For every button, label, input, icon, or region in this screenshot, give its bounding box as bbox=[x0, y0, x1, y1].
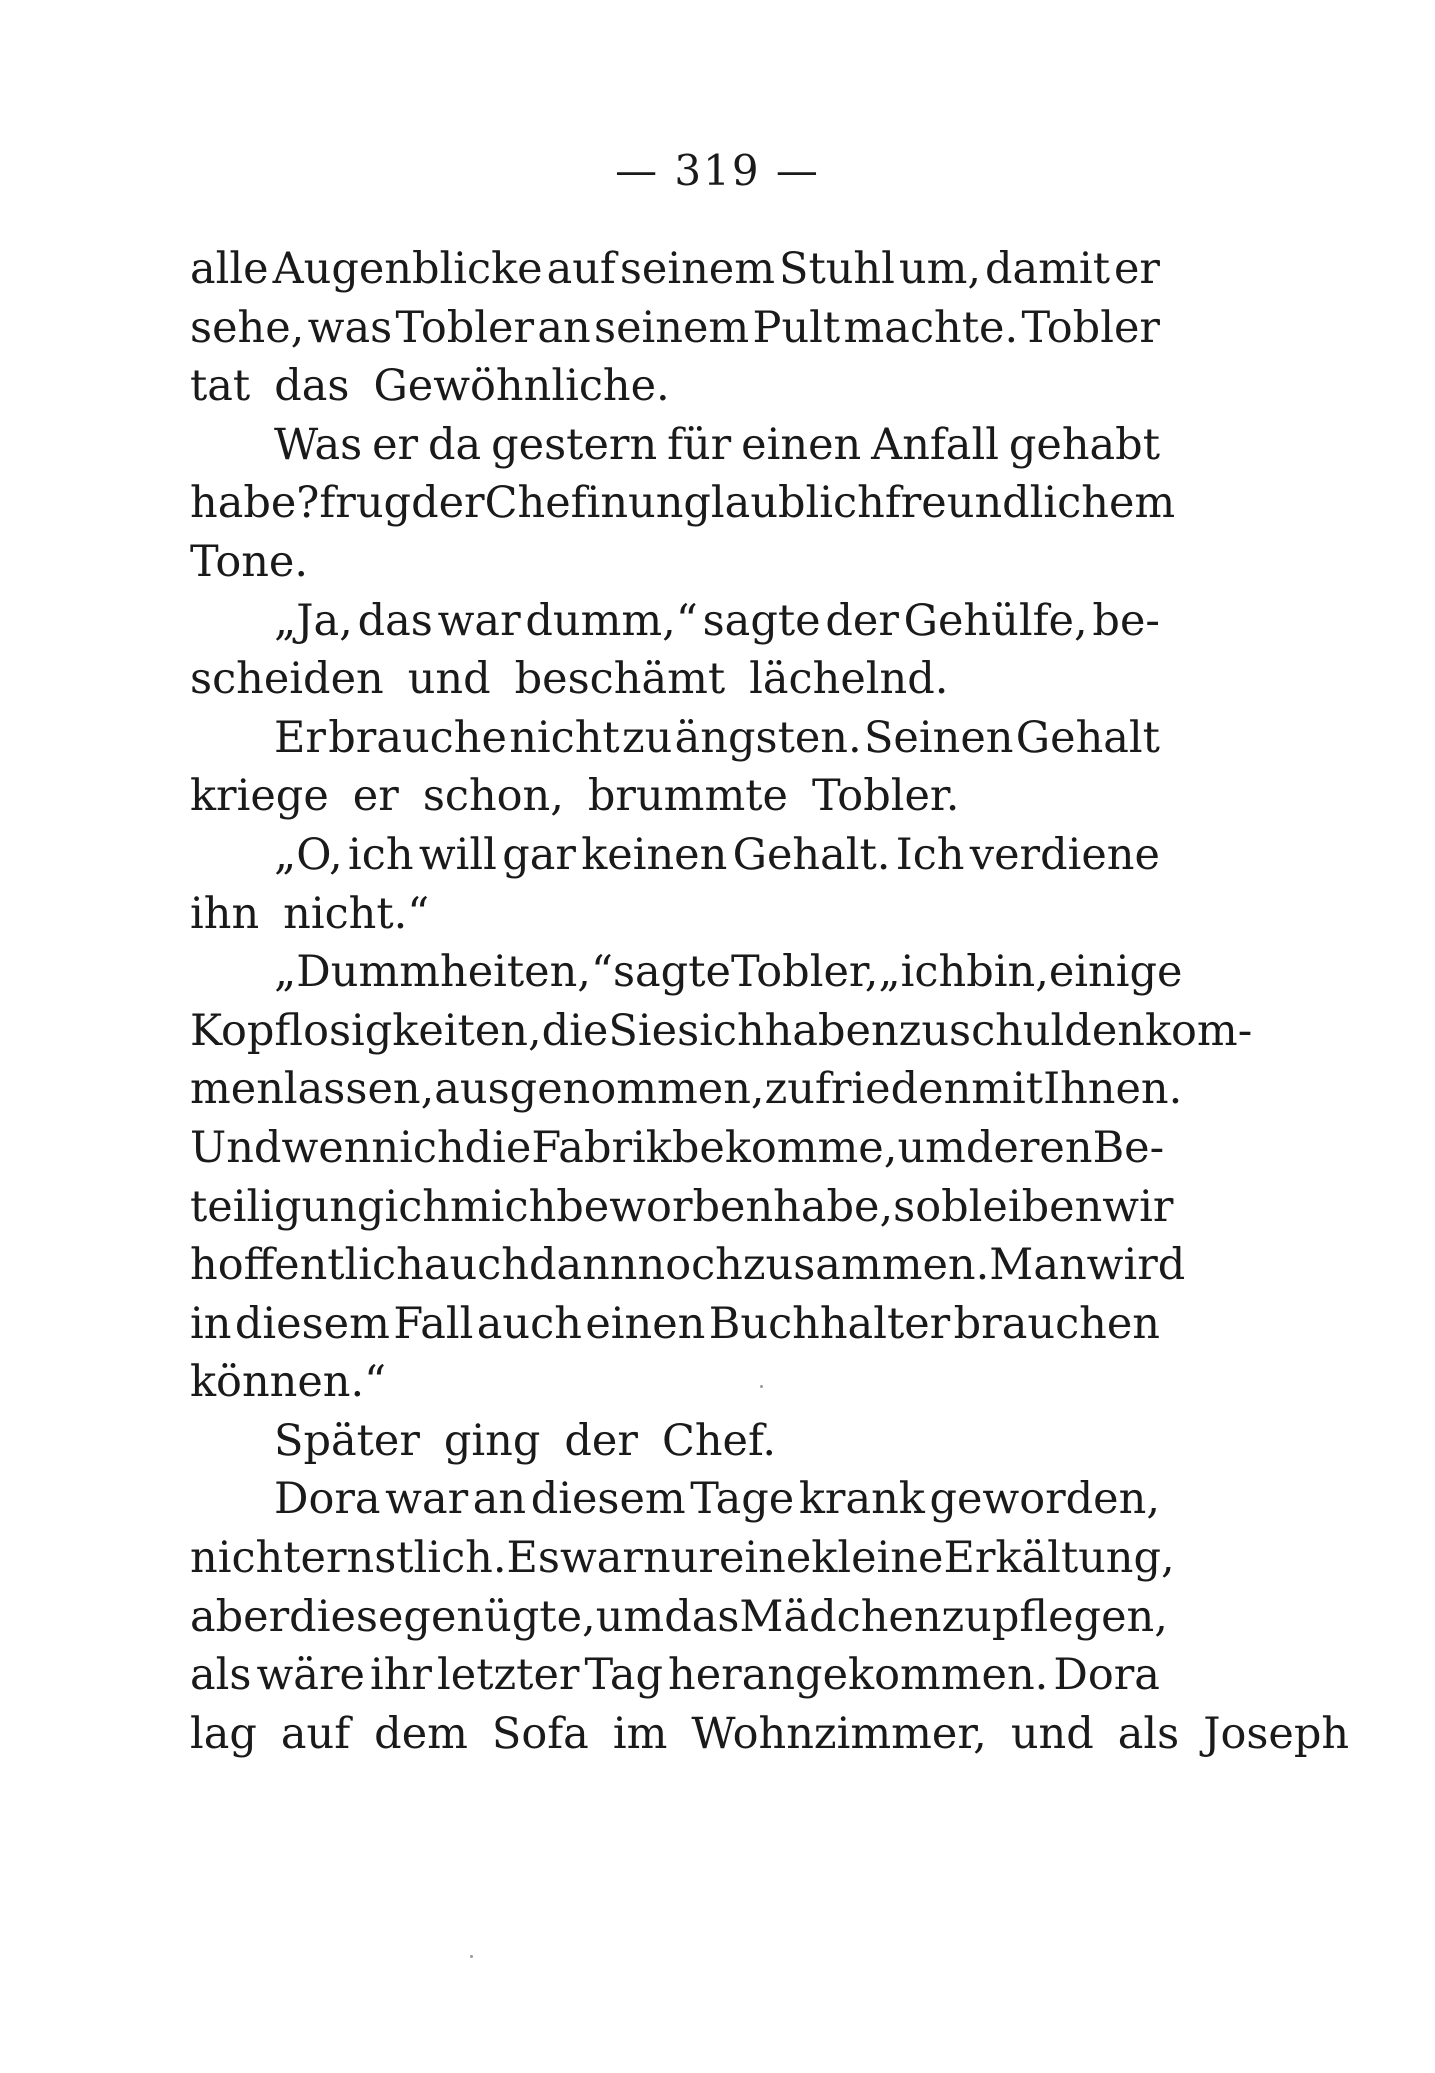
paper-speck bbox=[470, 1955, 473, 1958]
word: Seinen bbox=[863, 712, 1014, 763]
word: Tobler bbox=[1021, 302, 1160, 353]
word: Fall bbox=[393, 1298, 474, 1349]
word: so bbox=[893, 1181, 942, 1232]
word: Chef. bbox=[661, 1415, 777, 1466]
word: die bbox=[541, 1005, 609, 1056]
body-text bbox=[190, 240, 1350, 1763]
word: krank bbox=[798, 1474, 925, 1525]
word: als bbox=[190, 1650, 252, 1701]
word: zufrieden bbox=[764, 1064, 972, 1115]
word: sagte bbox=[702, 595, 821, 646]
word: der bbox=[564, 1415, 638, 1466]
text-line bbox=[190, 474, 1176, 533]
text-line bbox=[190, 1295, 1160, 1354]
word: seinem bbox=[619, 244, 776, 294]
word: da bbox=[428, 419, 482, 470]
word: Tone. bbox=[190, 536, 309, 587]
word: zu bbox=[941, 1591, 992, 1642]
word: Es bbox=[506, 1533, 560, 1584]
word: Was bbox=[274, 419, 363, 470]
word: be- bbox=[1092, 595, 1160, 646]
word: um bbox=[897, 1122, 966, 1173]
word: gar bbox=[502, 829, 576, 880]
text-line bbox=[190, 1588, 1168, 1647]
word: zuschulden bbox=[898, 1005, 1145, 1056]
word: schon, bbox=[422, 771, 564, 822]
word: ging bbox=[443, 1415, 541, 1466]
word: Sie bbox=[608, 1005, 678, 1056]
word: „O, bbox=[274, 829, 343, 880]
word: Tobler, bbox=[730, 947, 879, 998]
word: tat bbox=[190, 361, 251, 412]
word: machte. bbox=[843, 302, 1019, 353]
word: er bbox=[1113, 244, 1160, 294]
word: Gehalt. bbox=[732, 829, 891, 880]
word: im bbox=[612, 1708, 668, 1759]
word: kleine bbox=[811, 1533, 944, 1584]
text-line bbox=[190, 1002, 1253, 1061]
word: Kopflosigkeiten, bbox=[190, 1005, 542, 1056]
word: beworben bbox=[556, 1181, 774, 1232]
word: sehe, bbox=[190, 302, 305, 353]
word: um bbox=[595, 1591, 665, 1642]
word: nicht bbox=[509, 712, 620, 763]
word: war bbox=[385, 1474, 469, 1525]
word: Mädchen bbox=[739, 1591, 942, 1642]
word: das bbox=[357, 595, 433, 646]
word: habe, bbox=[773, 1181, 894, 1232]
text-line bbox=[190, 943, 1183, 1002]
word: der bbox=[825, 595, 899, 646]
word: Tag bbox=[584, 1650, 663, 1701]
word: Erkältung, bbox=[943, 1533, 1175, 1584]
text-line bbox=[190, 240, 1160, 299]
text-line bbox=[190, 1412, 1160, 1471]
text-line bbox=[190, 1236, 1186, 1295]
word: eine bbox=[718, 1533, 812, 1584]
word: einen bbox=[741, 419, 862, 470]
text-line bbox=[190, 767, 1160, 826]
word: diese bbox=[289, 1591, 404, 1642]
word: nicht bbox=[190, 1533, 301, 1584]
word: Dora bbox=[1053, 1650, 1160, 1701]
text-line bbox=[190, 357, 1160, 416]
text-line bbox=[190, 1529, 1175, 1588]
word: in bbox=[190, 1298, 232, 1349]
word: er bbox=[372, 419, 419, 470]
word: ihn bbox=[190, 888, 260, 939]
word: einen bbox=[585, 1298, 706, 1349]
text-line bbox=[190, 1353, 1160, 1412]
word: brummte bbox=[587, 771, 788, 822]
word: das bbox=[664, 1591, 740, 1642]
word: seinem bbox=[594, 302, 750, 353]
word: die bbox=[464, 1122, 532, 1173]
word: gehabt bbox=[1008, 419, 1160, 470]
word: an bbox=[472, 1474, 527, 1525]
word: Wohnzimmer, bbox=[691, 1708, 987, 1759]
word: Ich bbox=[895, 829, 965, 880]
text-line bbox=[190, 1705, 1350, 1764]
word: brauchen bbox=[953, 1298, 1160, 1349]
word: damit bbox=[985, 244, 1110, 294]
word: mich bbox=[449, 1181, 557, 1232]
word: brauche bbox=[328, 712, 507, 763]
word: Man bbox=[989, 1240, 1087, 1291]
word: alle bbox=[190, 244, 269, 294]
word: an bbox=[537, 302, 591, 353]
word: bleiben bbox=[941, 1181, 1103, 1232]
word: keinen bbox=[581, 829, 728, 880]
word: haben bbox=[764, 1005, 899, 1056]
word: ich bbox=[399, 1122, 465, 1173]
word: men bbox=[190, 1064, 284, 1115]
word: bin, bbox=[966, 947, 1049, 998]
word: Pult bbox=[752, 302, 841, 353]
word: in bbox=[586, 478, 629, 529]
text-line bbox=[190, 299, 1160, 358]
word: habe? bbox=[190, 478, 320, 529]
word: geworden, bbox=[929, 1474, 1160, 1525]
word: diesem bbox=[530, 1474, 686, 1525]
word: ausgenommen, bbox=[434, 1064, 765, 1115]
word: als bbox=[1117, 1708, 1180, 1759]
word: Er bbox=[274, 712, 326, 763]
word: Gehülfe, bbox=[903, 595, 1088, 646]
word: herangekommen. bbox=[668, 1650, 1049, 1701]
word: Augenblicke bbox=[272, 244, 543, 294]
word: Stuhl bbox=[779, 244, 895, 294]
paper-speck bbox=[760, 1385, 763, 1388]
word: ich bbox=[384, 1181, 450, 1232]
word: Fabrik bbox=[531, 1122, 672, 1173]
word: Tobler. bbox=[811, 771, 960, 822]
word: letzter bbox=[437, 1650, 580, 1701]
text-line bbox=[190, 416, 1160, 475]
word: verdiene bbox=[969, 829, 1160, 880]
word: bekomme, bbox=[671, 1122, 898, 1173]
word: und bbox=[1010, 1708, 1094, 1759]
word: ernstlich. bbox=[300, 1533, 507, 1584]
text-line bbox=[190, 709, 1160, 768]
word: auch bbox=[476, 1298, 582, 1349]
word: wäre bbox=[256, 1650, 365, 1701]
word: lächelnd. bbox=[749, 654, 949, 705]
word: Chef bbox=[484, 478, 587, 529]
word: Sofa bbox=[491, 1708, 589, 1759]
word: sich bbox=[677, 1005, 765, 1056]
word: können.“ bbox=[190, 1357, 387, 1408]
word: Dora bbox=[274, 1474, 381, 1525]
word: um, bbox=[898, 244, 982, 294]
word: Be- bbox=[1092, 1122, 1165, 1173]
word: „ich bbox=[878, 947, 967, 998]
word: der bbox=[411, 478, 485, 529]
text-line bbox=[190, 1119, 1165, 1178]
word: pflegen, bbox=[991, 1591, 1168, 1642]
word: Tage bbox=[690, 1474, 795, 1525]
word: gestern bbox=[491, 419, 658, 470]
word: Buchhalter bbox=[708, 1298, 951, 1349]
word: deren bbox=[965, 1122, 1093, 1173]
text-line bbox=[190, 826, 1160, 885]
word: unglaublich bbox=[628, 478, 885, 529]
word: Ihnen. bbox=[1043, 1064, 1183, 1115]
text-line bbox=[190, 533, 1160, 592]
text-line bbox=[190, 1060, 1183, 1119]
word: zu bbox=[622, 712, 673, 763]
word: mit bbox=[971, 1064, 1044, 1115]
word: wenn bbox=[281, 1122, 400, 1173]
word: lassen, bbox=[283, 1064, 435, 1115]
word: frug bbox=[319, 478, 412, 529]
word: Später bbox=[274, 1415, 420, 1466]
word: Gehalt bbox=[1015, 712, 1160, 763]
word: ängsten. bbox=[674, 712, 862, 763]
word: hoffentlich bbox=[190, 1240, 424, 1291]
word: scheiden bbox=[190, 654, 384, 705]
word: dumm,“ bbox=[525, 595, 698, 646]
word: freundlichem bbox=[884, 478, 1176, 529]
word: dem bbox=[374, 1708, 468, 1759]
word: ich bbox=[347, 829, 414, 880]
word: auf bbox=[546, 244, 616, 294]
word: Tobler bbox=[395, 302, 535, 353]
word: einige bbox=[1048, 947, 1183, 998]
word: er bbox=[352, 771, 399, 822]
word: Joseph bbox=[1203, 1708, 1350, 1759]
word: und bbox=[407, 654, 491, 705]
word: war bbox=[559, 1533, 643, 1584]
word: nicht.“ bbox=[283, 888, 430, 939]
word: wird bbox=[1086, 1240, 1186, 1291]
text-line bbox=[190, 1470, 1160, 1529]
word: ihr bbox=[369, 1650, 432, 1701]
text-line bbox=[190, 592, 1160, 651]
page-number: — 319 — bbox=[615, 146, 820, 195]
word: lag bbox=[190, 1708, 257, 1759]
word: war bbox=[437, 595, 521, 646]
word: Und bbox=[190, 1122, 282, 1173]
word: auch bbox=[423, 1240, 529, 1291]
word: aber bbox=[190, 1591, 290, 1642]
word: was bbox=[307, 302, 393, 353]
word: nur bbox=[642, 1533, 719, 1584]
word: sagte bbox=[612, 947, 731, 998]
word: Anfall bbox=[871, 419, 999, 470]
word: das bbox=[274, 361, 350, 412]
text-line bbox=[190, 1646, 1160, 1705]
text-line bbox=[190, 650, 1160, 709]
word: zusammen. bbox=[742, 1240, 990, 1291]
word: teiligung bbox=[190, 1181, 385, 1232]
word: wir bbox=[1102, 1181, 1174, 1232]
word: „Ja, bbox=[274, 595, 353, 646]
word: diesem bbox=[234, 1298, 390, 1349]
text-line bbox=[190, 1178, 1174, 1237]
word: noch bbox=[637, 1240, 743, 1291]
text-line bbox=[190, 885, 1160, 944]
word: genügte, bbox=[403, 1591, 596, 1642]
word: „Dummheiten,“ bbox=[274, 947, 613, 998]
word: kom- bbox=[1144, 1005, 1253, 1056]
word: beschämt bbox=[514, 654, 726, 705]
word: kriege bbox=[190, 771, 329, 822]
word: dann bbox=[528, 1240, 638, 1291]
word: Gewöhnliche. bbox=[373, 361, 670, 412]
word: für bbox=[667, 419, 732, 470]
word: auf bbox=[280, 1708, 351, 1759]
word: will bbox=[418, 829, 497, 880]
